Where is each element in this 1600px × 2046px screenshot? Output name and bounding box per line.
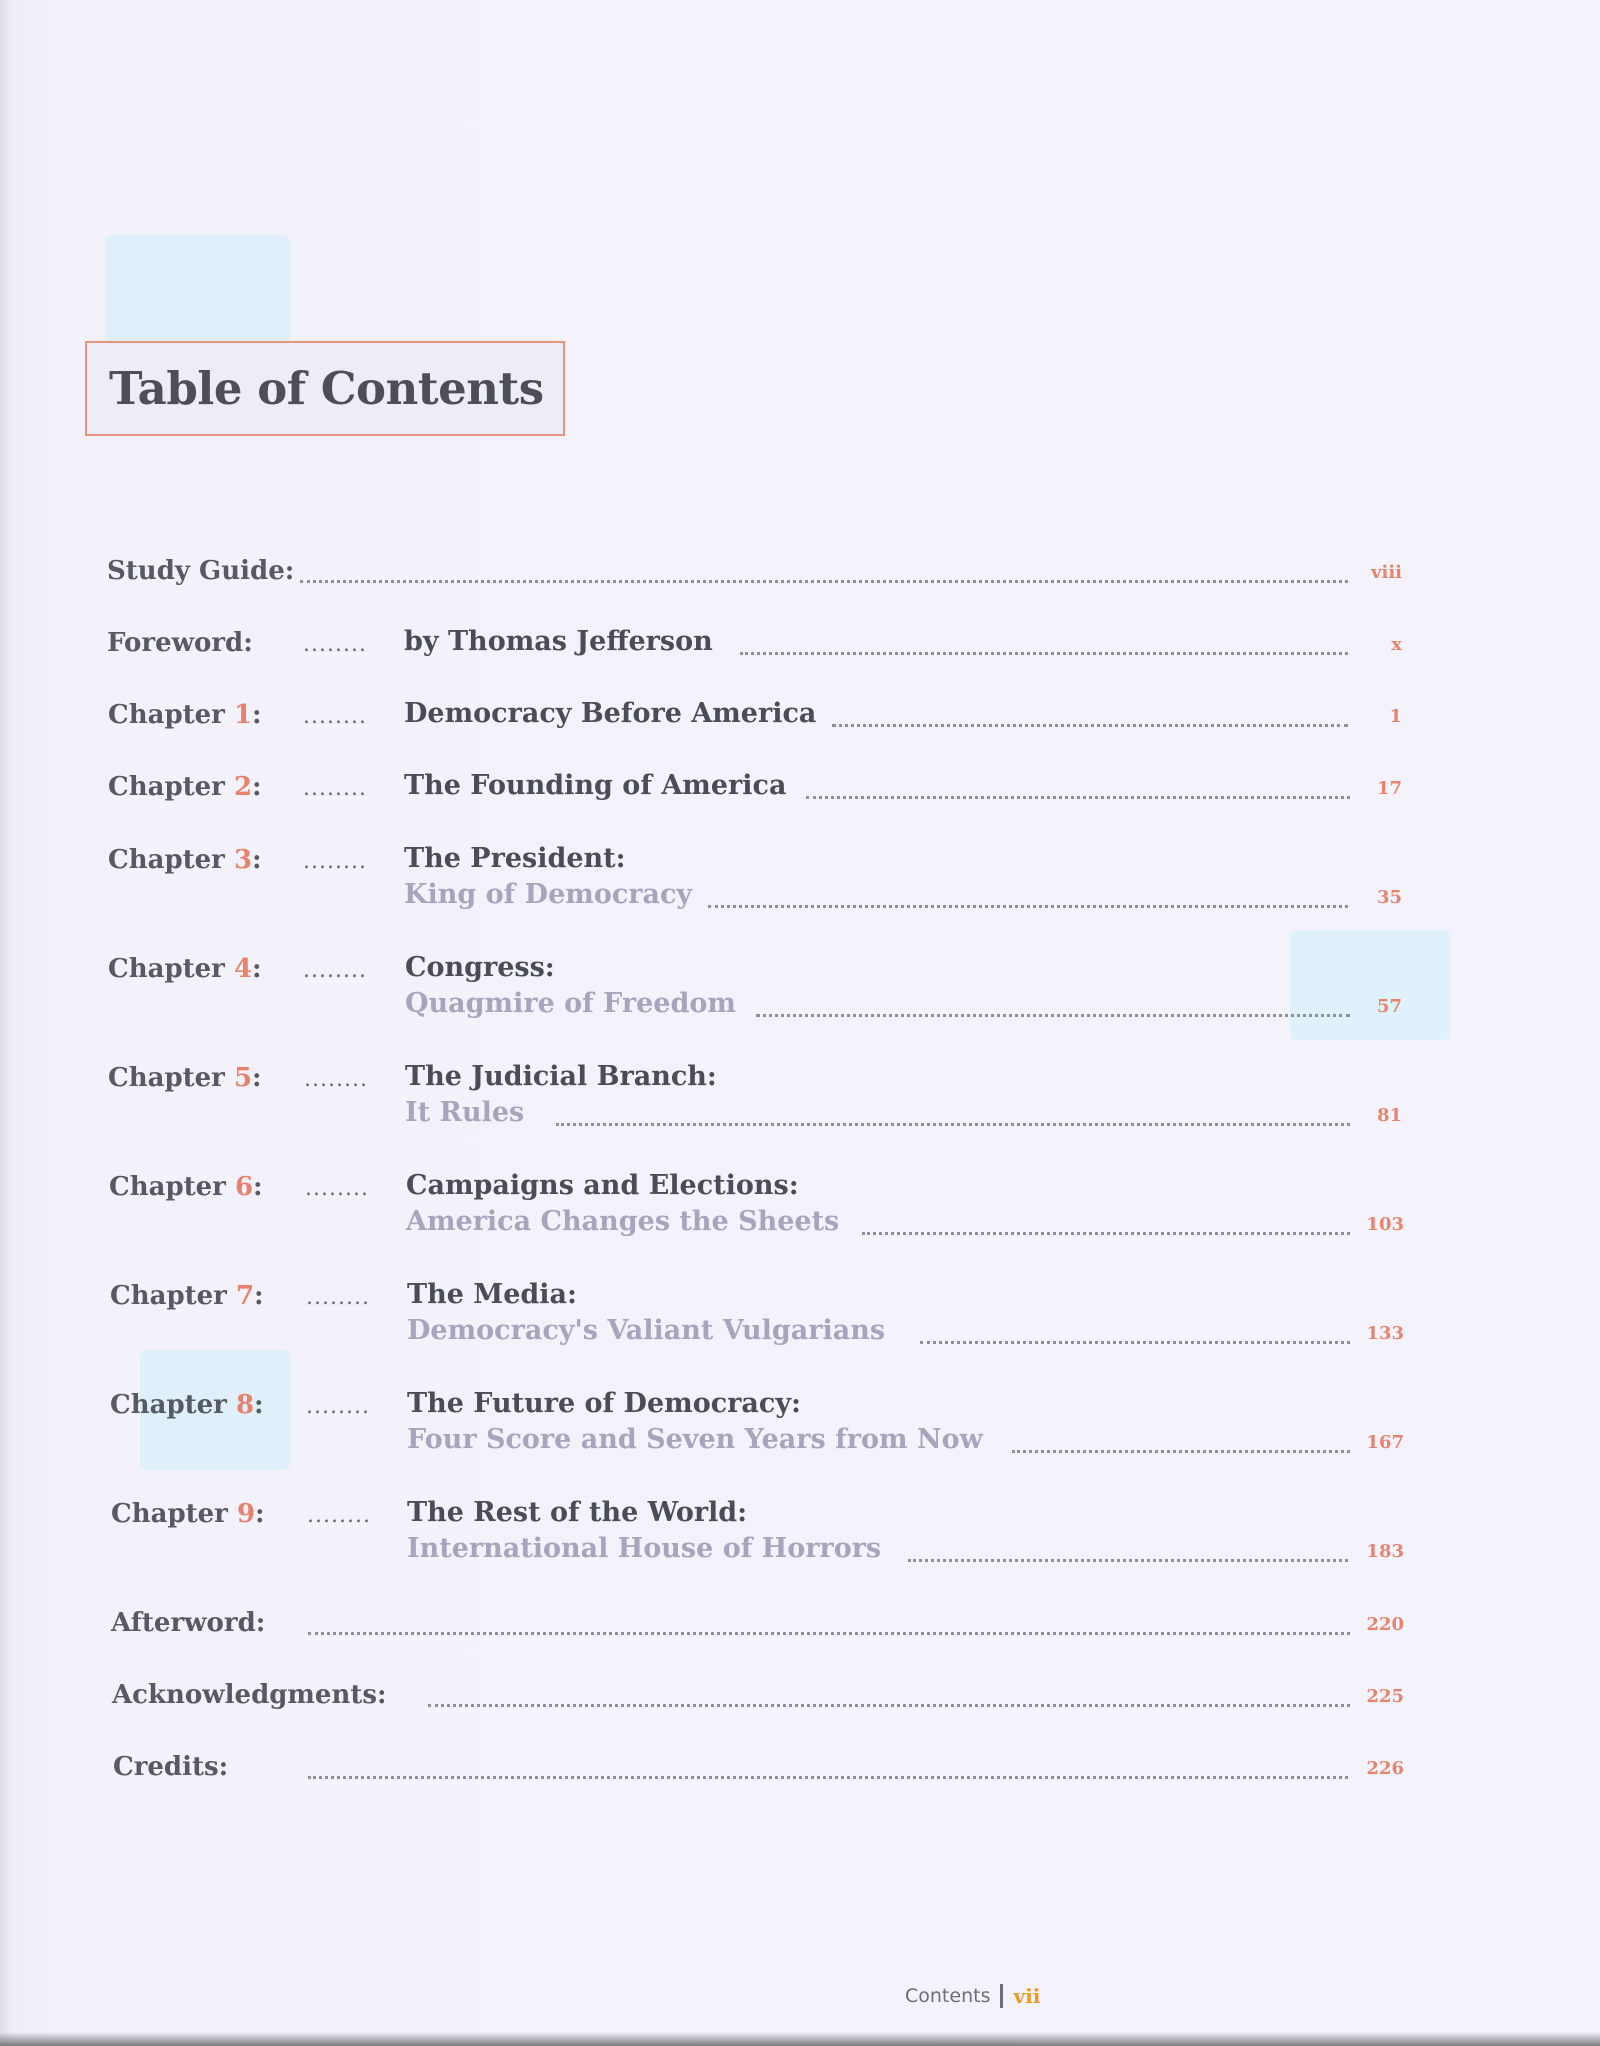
entry-subtitle: It Rules xyxy=(405,1097,525,1128)
dot-leader xyxy=(920,1337,1350,1344)
page-number: 81 xyxy=(1376,1105,1402,1126)
label-leader: ........ xyxy=(303,704,367,729)
page-footer xyxy=(905,1984,1040,2008)
entry-subtitle: Democracy's Valiant Vulgarians xyxy=(407,1315,886,1346)
page-number: 57 xyxy=(1376,996,1402,1017)
label-leader: ........ xyxy=(303,632,367,657)
label-leader: ........ xyxy=(307,1503,371,1528)
title-box xyxy=(85,341,565,436)
footer-section-label: Contents xyxy=(905,1985,991,2007)
entry-title: The Media: xyxy=(407,1279,577,1310)
page-number: 35 xyxy=(1376,887,1402,908)
label-leader: ........ xyxy=(303,849,367,874)
chapter-label: Chapter 2: xyxy=(108,772,262,802)
entry-title: Congress: xyxy=(405,952,555,983)
dot-leader xyxy=(300,576,1348,583)
chapter-label: Chapter 8: xyxy=(110,1390,264,1420)
bleed-through-block xyxy=(105,235,290,355)
chapter-label: Chapter 1: xyxy=(108,700,262,730)
chapter-number: 8 xyxy=(235,1390,255,1420)
entry-title: Democracy Before America xyxy=(404,698,817,729)
chapter-label: Chapter 6: xyxy=(109,1172,263,1202)
dot-leader xyxy=(806,792,1350,799)
entry-label: Credits: xyxy=(113,1752,229,1782)
chapter-label: Chapter 9: xyxy=(111,1499,265,1529)
chapter-label: Chapter 3: xyxy=(108,845,262,875)
footer-page-number: vii xyxy=(1013,1984,1041,2008)
chapter-label: Chapter 4: xyxy=(108,954,262,984)
dot-leader xyxy=(428,1700,1350,1707)
entry-subtitle: King of Democracy xyxy=(404,879,693,910)
label-leader: ........ xyxy=(304,1067,368,1092)
label-leader: ........ xyxy=(306,1394,370,1419)
page-number: x xyxy=(1391,634,1402,655)
dot-leader xyxy=(756,1010,1350,1017)
label-leader: ........ xyxy=(303,776,367,801)
page-number: 183 xyxy=(1366,1541,1404,1562)
chapter-label: Chapter 7: xyxy=(110,1281,264,1311)
footer-separator xyxy=(1000,1984,1003,2008)
bleed-through-block xyxy=(1290,930,1450,1040)
page-number: 103 xyxy=(1366,1214,1404,1235)
chapter-number: 6 xyxy=(234,1172,254,1202)
entry-label: Afterword: xyxy=(111,1608,266,1638)
page-number: viii xyxy=(1371,562,1402,583)
page-number: 1 xyxy=(1389,706,1402,727)
dot-leader xyxy=(862,1228,1350,1235)
chapter-number: 7 xyxy=(235,1281,255,1311)
page-number: 220 xyxy=(1366,1614,1404,1635)
page-number: 133 xyxy=(1366,1323,1404,1344)
dot-leader xyxy=(1012,1446,1350,1453)
chapter-number: 3 xyxy=(233,845,253,875)
chapter-number: 9 xyxy=(236,1499,256,1529)
page-number: 17 xyxy=(1376,778,1402,799)
entry-title: by Thomas Jefferson xyxy=(404,626,713,657)
dot-leader xyxy=(708,901,1348,908)
chapter-number: 1 xyxy=(233,700,253,730)
entry-label: Study Guide: xyxy=(107,556,295,586)
dot-leader xyxy=(556,1119,1350,1126)
page-edge-shadow xyxy=(0,2032,1600,2046)
entry-subtitle: Quagmire of Freedom xyxy=(405,988,736,1019)
page-number: 226 xyxy=(1366,1758,1404,1779)
entry-title: The President: xyxy=(404,843,626,874)
entry-subtitle: Four Score and Seven Years from Now xyxy=(407,1424,983,1455)
entry-label: Acknowledgments: xyxy=(112,1680,387,1710)
dot-leader xyxy=(908,1555,1348,1562)
dot-leader xyxy=(308,1772,1348,1779)
page-number: 167 xyxy=(1366,1432,1404,1453)
label-leader: ........ xyxy=(303,958,367,983)
entry-title: The Rest of the World: xyxy=(407,1497,748,1528)
entry-title: The Future of Democracy: xyxy=(407,1388,801,1419)
dot-leader xyxy=(832,720,1348,727)
entry-title: The Judicial Branch: xyxy=(405,1061,717,1092)
entry-title: Campaigns and Elections: xyxy=(406,1170,799,1201)
page-number: 225 xyxy=(1366,1686,1404,1707)
entry-title: The Founding of America xyxy=(404,770,787,801)
chapter-number: 4 xyxy=(233,954,253,984)
entry-label: Foreword: xyxy=(107,628,253,658)
dot-leader xyxy=(740,648,1348,655)
page-title: Table of Contents xyxy=(109,362,544,415)
label-leader: ........ xyxy=(306,1285,370,1310)
label-leader: ........ xyxy=(305,1176,369,1201)
entry-subtitle: America Changes the Sheets xyxy=(406,1206,840,1237)
entry-subtitle: International House of Horrors xyxy=(407,1533,882,1564)
chapter-number: 2 xyxy=(233,772,253,802)
chapter-number: 5 xyxy=(233,1063,253,1093)
dot-leader xyxy=(308,1628,1350,1635)
chapter-label: Chapter 5: xyxy=(108,1063,262,1093)
